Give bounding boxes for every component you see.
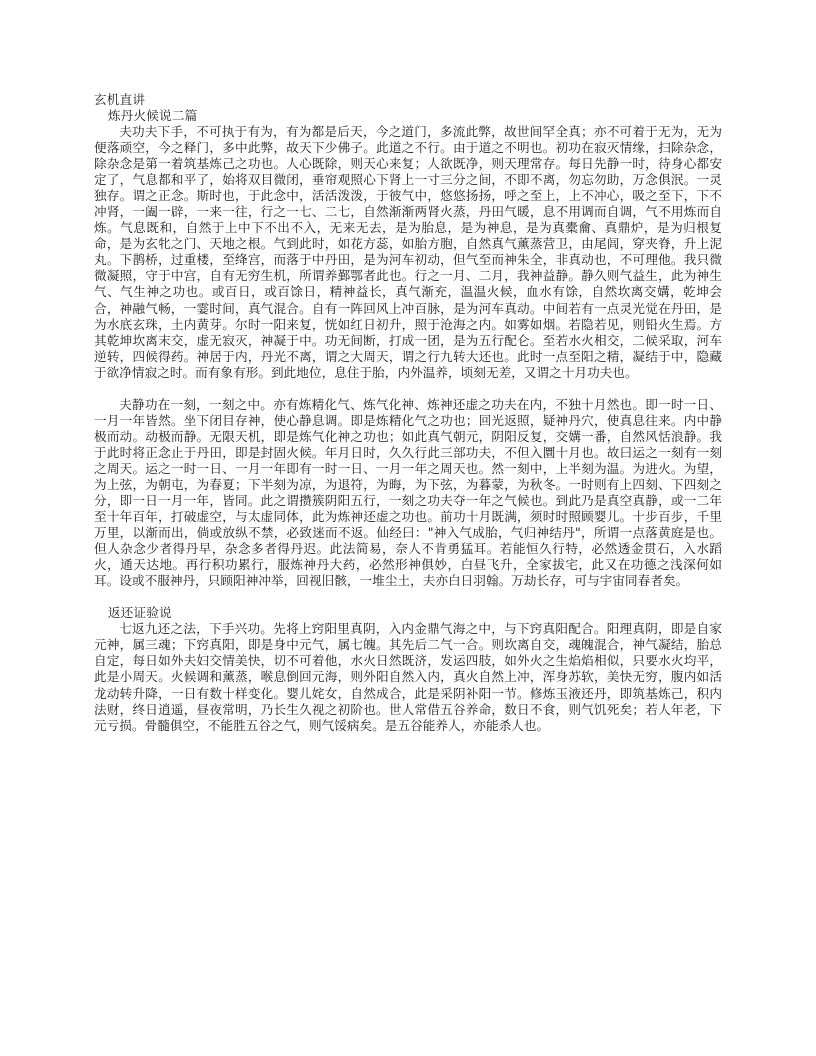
section-heading-2: 返还证验说 <box>107 605 172 621</box>
paragraph: 七返九还之法，下手兴功。先将上窍阳里真阴，入内金鼎气海之中，与下窍真阳配合。阳理真阴，即是自家元神，属三魂；下窍真阳，即是身中元气，属七魄。其先后二气一合。则坎离自交，魂魄混合，神气凝结，胎总自定，每日如外夫妇交情美快，切不可着他，水火日然既济，发运四肢，如外火之生焰焰相似，只要水火均平，此是小周天。火候调和薰蒸，喉息倒回元海，则外阳自然入内，真火自然上冲，浑身苏软，美快无穷，腹内如活龙动转升降，一日有数十样变化。婴儿姹女，自然成合，此是采阴补阳一节。修炼玉液还丹，即筑基炼己，积内法财，终日逍遥，昼夜常明，乃长生久视之初阶也。世人常借五谷养命，数日不食，则气饥死矣；若人年老，下元亏损。骨髓俱空，不能胜五谷之气，则气馁病矣。是五谷能养人，亦能杀人也。 <box>94 621 722 733</box>
paragraph: 夫功夫下手，不可执于有为，有为都是后天，今之道门，多流此弊，故世间罕全真；亦不可着于无为，无为便落顽空，今之释门，多中此弊，故天下少佛子。此道之不行。由于道之不明也。初功在寂灭情缘，扫除杂念，除杂念是第一着筑基炼己之功也。人心既除，则天心来复；人欲既净，则天理常存。每日先静一时，待身心都安定了，气息都和平了，始将双目微闭，垂帘观照心下肾上一寸三分之间，不即不离，勿忘勿助，万念俱泯。一灵独存。谓之正念。斯时也，于此念中，活活泼泼，于彼气中，悠悠扬扬，呼之至上，上不冲心，吸之至下，下不冲肾，一阖一辟，一来一往，行之一七、二七，自然渐渐两肾火蒸，丹田气暖，息不用调而自调，气不用炼而自炼。气息既和，自然于上中下不出不入，无来无去，是为胎息，是为神息，是为真橐龠、真鼎炉，是为归根复命，是为玄牝之门、天地之根。气到此时，如花方蕊，如胎方胞，自然真气薰蒸营卫，由尾闾，穿夹脊，升上泥丸。下鹊桥，过重楼，至绛宫，而落于中丹田，是为河车初动，但气至而神朱全，非真动也，不可理他。我只微微凝照，守于中宫，自有无穷生机，所谓养鄞鄂者此也。行之一月、二月，我神益静。静久则气益生，此为神生气、气生神之功也。或百日，或百馀日，精神益长，真气渐充，温温火候，血水有馀，自然坎离交媾，乾坤会合，神融气畅，一霎时间，真气混合。自有一阵回风上冲百脉，是为河车真动。中间若有一点灵光觉在丹田，是为水底玄珠，土内黄芽。尔时一阳来复，恍如红日初升，照于沧海之内。如雾如烟。若隐若见，则铅火生焉。方其乾坤坎离末交，虚无寂灭，神凝于中。功无间断，打成一团，是为五行配仑。至若水火相交，二候采取，河车逆转，四候得药。神居于内，丹光不离，谓之大周天，谓之行九转大还也。此时一点至阳之精，凝结于中，隐藏于欲净情寂之时。而有象有形。到此地位，息住于胎，内外温养，顷刻无差，又谓之十月功夫也。 <box>94 124 722 380</box>
section-spacer <box>94 589 722 605</box>
paragraph: 夫静功在一刻，一刻之中。亦有炼精化气、炼气化神、炼神还虚之功夫在内，不独十月然也。即一时一日、一月一年皆然。坐下闭目存神，使心静息调。即是炼精化气之功也；回光返照，疑神丹穴，使真息往来。内中静极而动。动极而静。无限天机，即是炼气化神之功也；如此真气朝元，阴阳反复，交媾一番，自然风恬浪静。我于此时将正念止于丹田，即是封固火候。年月日时，久久行此三部功夫，不但入圜十月也。故曰运之一刻有一刻之周天。运之一时一日、一月一年即有一时一日、一月一年之周天也。然一刻中，上半刻为温。为进火。为望，为上弦，为朝屯，为春夏；下半刻为凉，为退符，为晦，为下弦，为暮蒙，为秋冬。一时则有上四刻、下四刻之分，即一日一月一年，皆同。此之谓攒簇阴阳五行，一刻之功夫夺一年之气候也。到此乃是真空真静，或一二年至十年百年，打破虚空，与太虚同体，此为炼神还虚之功也。前功十月既满，须时时照顾婴儿。十步百步，千里万里，以渐而出，倘或放纵不禁，必致迷而不返。仙经曰："神入气成胎，气归神结丹"，所谓一点落黄庭是也。但人杂念少者得丹早，杂念多者得丹迟。此法简易，奈人不肯勇猛耳。若能恒久行特，必然透金贯石，入水蹈火，通天达地。再行积功累行，服炼神丹大药，必然形神俱妙，白昼飞升，全家拔宅，此又在功德之浅深何如耳。设或不服神丹，只顾阳神冲举，回视旧骸，一堆尘土，夫亦白日羽翰。万劫长存，可与宇宙同春者矣。 <box>94 396 722 589</box>
document-title: 玄机直讲 <box>94 92 146 107</box>
section-heading-1: 炼丹火候说二篇 <box>107 108 198 123</box>
paragraph-spacer <box>94 381 722 397</box>
document-content <box>94 92 722 734</box>
